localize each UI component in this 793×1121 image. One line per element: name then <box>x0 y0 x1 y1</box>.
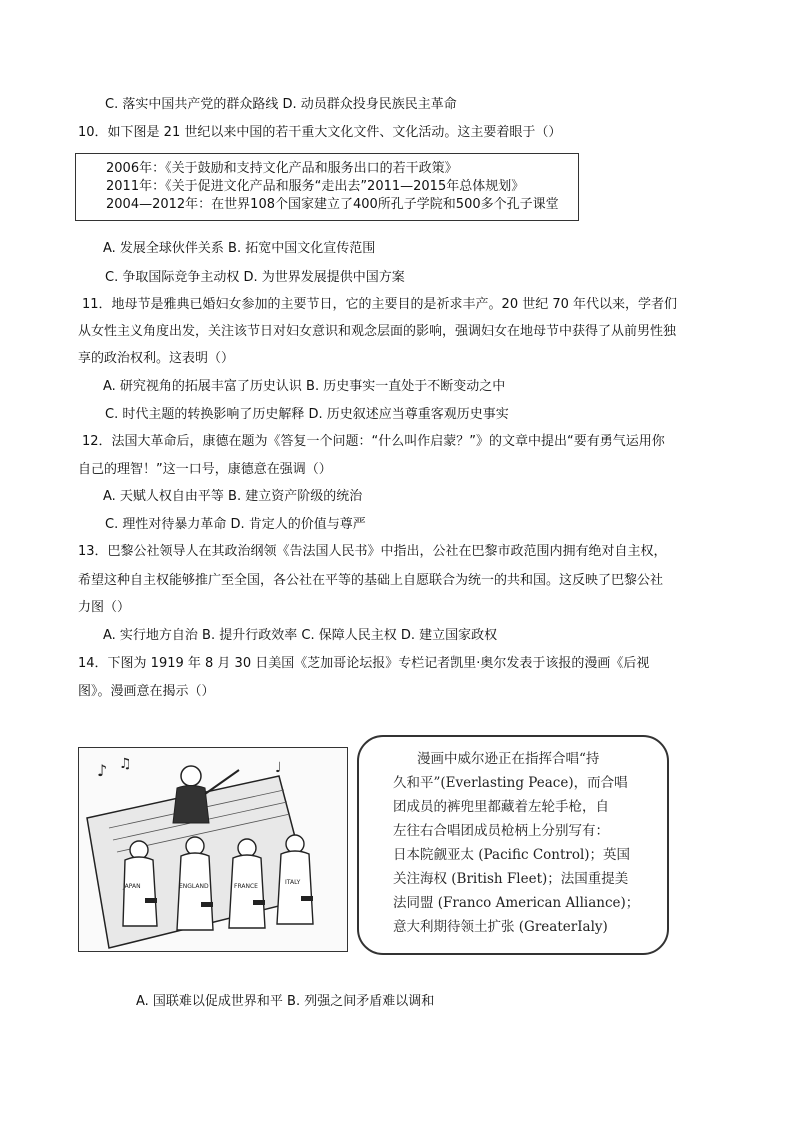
q13-options: A. 实行地方自治 B. 提升行政效率 C. 保障人民主权 D. 建立国家政权 <box>103 628 498 643</box>
q10-stem: 10．如下图是 21 世纪以来中国的若干重大文化文件、文化活动。这主要着眼于（） <box>78 125 562 140</box>
caption-line-7: 法同盟 (Franco American Alliance)； <box>393 895 640 911</box>
q10-options-cd: C. 争取国际竞争主动权 D. 为世界发展提供中国方案 <box>105 270 405 285</box>
q13-stem-line-3: 力图（） <box>78 600 131 615</box>
cartoon-label-england: ENGLAND <box>179 883 209 890</box>
q9-options-cd: C. 落实中国共产党的群众路线 D. 动员群众投身民族民主革命 <box>105 97 457 112</box>
q14-stem-line-2: 图》。漫画意在揭示（） <box>78 684 215 699</box>
caption-line-8: 意大利期待领土扩张 (GreaterIaly) <box>393 919 608 935</box>
cartoon-label-italy: ITALY <box>285 879 301 886</box>
q13-stem-line-1: 13．巴黎公社领导人在其政治纲领《告法国人民书》中指出，公社在巴黎市政范围内拥有绝对自主权， <box>78 544 667 559</box>
q12-stem-line-1: 12．法国大革命后，康德在题为《答复一个问题：“什么叫作启蒙？”》的文章中提出“要有勇气运用你 <box>82 434 665 449</box>
q11-options-ab: A. 研究视角的拓展丰富了历史认识 B. 历史事实一直处于不断变动之中 <box>103 379 506 394</box>
q10-box-line-1: 2006年：《关于鼓励和支持文化产品和服务出口的若干政策》 <box>106 161 458 176</box>
q12-stem-line-2: 自己的理智！”这一口号，康德意在强调（） <box>78 462 332 477</box>
caption-line-5: 日本院觎亚太 (Pacific Control)；英国 <box>393 847 631 863</box>
cartoon-label-france: FRANCE <box>234 883 258 890</box>
q10-options-ab: A. 发展全球伙伴关系 B. 拓宽中国文化宣传范围 <box>103 241 376 256</box>
caption-line-1: 漫画中威尔逊正在指挥合唱“持 <box>417 751 600 767</box>
q14-options-ab: A. 国联难以促成世界和平 B. 列强之间矛盾难以调和 <box>136 994 435 1009</box>
q11-stem-line-1: 11．地母节是雅典已婚妇女参加的主要节日，它的主要目的是祈求丰产。20 世纪 70 年代以来，学者们 <box>82 297 678 312</box>
q12-options-ab: A. 天赋人权自由平等 B. 建立资产阶级的统治 <box>103 489 363 504</box>
svg-text:♩: ♩ <box>275 760 282 776</box>
q14-cartoon-image <box>78 747 348 952</box>
q14-caption-bubble <box>357 735 669 955</box>
svg-text:♫: ♫ <box>119 756 132 772</box>
caption-line-6: 关注海权 (British Fleet)；法国重提美 <box>393 871 629 887</box>
q11-stem-line-3: 享的政治权利。这表明（） <box>78 351 235 366</box>
q11-stem-line-2: 从女性主义角度出发，关注该节日对妇女意识和观念层面的影响，强调妇女在地母节中获得了从前男性独 <box>78 324 677 339</box>
cartoon-label-japan: JAPAN <box>123 883 141 890</box>
q12-options-cd: C. 理性对待暴力革命 D. 肯定人的价值与尊严 <box>105 517 366 532</box>
cartoon-drawing <box>79 748 347 951</box>
caption-line-2: 久和平”(Everlasting Peace)，而合唱 <box>393 775 628 791</box>
q11-options-cd: C. 时代主题的转换影响了历史解释 D. 历史叙述应当尊重客观历史事实 <box>105 407 509 422</box>
caption-line-3: 团成员的裤兜里都藏着左轮手枪，自 <box>393 799 609 815</box>
q10-document-box <box>75 153 579 221</box>
q14-stem-line-1: 14．下图为 1919 年 8 月 30 日美国《芝加哥论坛报》专栏记者凯里·奥尔发表于该报的漫画《后视 <box>78 656 650 671</box>
q13-stem-line-2: 希望这种自主权能够推广至全国，各公社在平等的基础上自愿联合为统一的共和国。这反映了巴黎公社 <box>78 573 664 588</box>
caption-line-4: 左往右合唱团成员枪柄上分别写有： <box>393 823 609 839</box>
svg-text:♪: ♪ <box>97 761 108 780</box>
q10-box-line-2: 2011年：《关于促进文化产品和服务“走出去”2011—2015年总体规划》 <box>106 179 525 194</box>
q10-box-line-3: 2004—2012年：在世界108个国家建立了400所孔子学院和500多个孔子课堂 <box>106 197 559 212</box>
